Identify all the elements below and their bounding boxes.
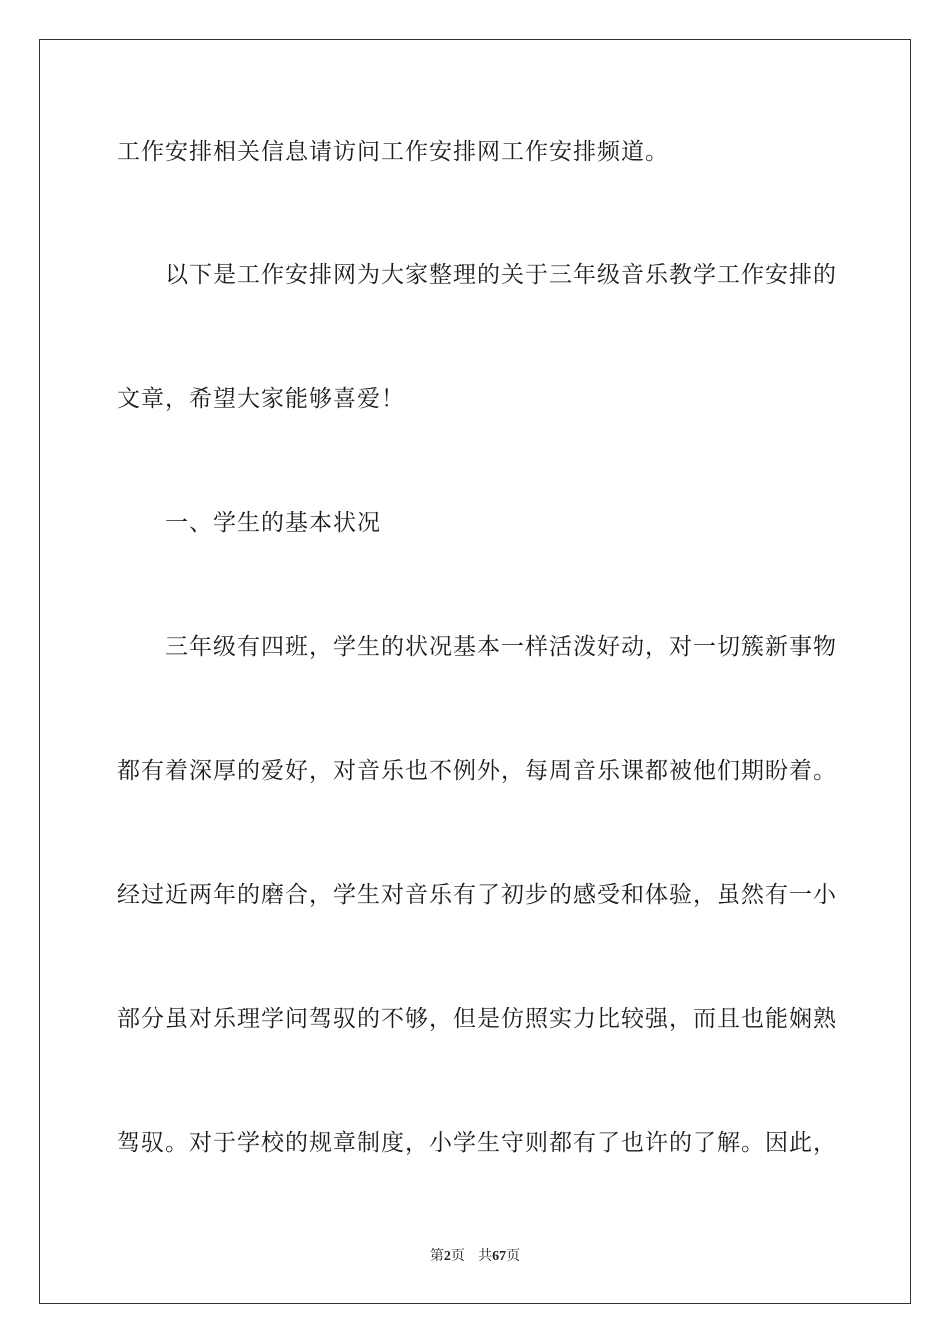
footer-total-pages: 67 <box>492 1249 507 1264</box>
paragraph-line-9: 驾驭。对于学校的规章制度，小学生守则都有了也许的了解。因此， <box>117 1130 837 1156</box>
page-border <box>39 39 911 1304</box>
paragraph-line-8: 部分虽对乐理学问驾驭的不够，但是仿照实力比较强，而且也能娴熟 <box>117 1006 837 1032</box>
footer-page-suffix: 页 <box>450 1248 465 1264</box>
footer-total-suffix: 页 <box>506 1248 521 1264</box>
paragraph-line-1: 工作安排相关信息请访问工作安排网工作安排频道。 <box>117 139 669 165</box>
footer-page-number: 2 <box>443 1249 451 1264</box>
section-heading: 一、学生的基本状况 <box>165 510 381 536</box>
paragraph-line-3: 文章，希望大家能够喜爱！ <box>117 386 405 412</box>
footer-total-prefix: 共 <box>478 1248 493 1264</box>
footer-page-prefix: 第 <box>429 1248 444 1264</box>
paragraph-line-2: 以下是工作安排网为大家整理的关于三年级音乐教学工作安排的 <box>165 262 837 288</box>
paragraph-line-5: 三年级有四班，学生的状况基本一样活泼好动，对一切簇新事物 <box>165 634 837 660</box>
paragraph-line-7: 经过近两年的磨合，学生对音乐有了初步的感受和体验，虽然有一小 <box>117 882 837 908</box>
paragraph-line-6: 都有着深厚的爱好，对音乐也不例外，每周音乐课都被他们期盼着。 <box>117 758 837 784</box>
page-footer <box>0 1246 950 1267</box>
